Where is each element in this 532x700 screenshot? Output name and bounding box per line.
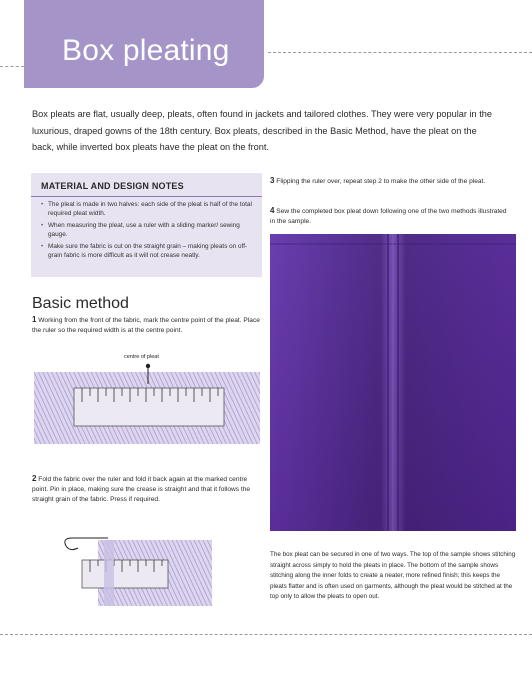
notes-item: • When measuring the pleat, use a ruler with a sliding marker/ sewing gauge. xyxy=(41,222,257,239)
top-left-dashed-rule xyxy=(0,66,24,67)
step-number: 4 xyxy=(270,206,275,215)
step-text: Flipping the ruler over, repeat step 2 to make the other side of the pleat. xyxy=(276,178,486,185)
step-number: 2 xyxy=(32,474,37,483)
notes-item: • The pleat is made in two halves: each side of the pleat is half of the total required pleat width. xyxy=(41,201,257,218)
step-text: Fold the fabric over the ruler and fold it back again at the marked centre point. Pin in place, making sure the crease is straight and that it follows the straight grain of the fabric. Press if required. xyxy=(32,476,251,503)
page-title: Box pleating xyxy=(62,34,230,67)
fold-over-ruler-sketch xyxy=(60,528,214,614)
bottom-dashed-rule xyxy=(0,634,532,635)
notes-heading: MATERIAL AND DESIGN NOTES xyxy=(41,181,184,191)
box-pleat-sample-photo xyxy=(270,234,516,531)
step-2 xyxy=(32,474,264,504)
step-number: 3 xyxy=(270,176,275,185)
sketch-label: centre of pleat xyxy=(124,354,159,360)
step-3 xyxy=(270,176,510,187)
notes-item: • Make sure the fabric is cut on the straight grain – making pleats on off-grain fabric is more difficult as it will not crease neatly. xyxy=(41,243,257,260)
step-text: Sew the completed box pleat down following one of the two methods illustrated in the sample. xyxy=(270,208,507,225)
notes-divider xyxy=(31,196,262,197)
top-dashed-rule xyxy=(268,52,532,53)
photo-caption: The box pleat can be secured in one of two ways. The top of the sample shows stitching straight across simply to hold the pleats in place. The bottom of the sample shows stitching along the inner folds to create a neater, more refined finish; this keeps the pleats flatter and is often used on garments, although the pleat would be stitched at the top only to allow the pleats to open out. xyxy=(270,551,516,601)
material-notes-box xyxy=(31,173,262,277)
step-number: 1 xyxy=(32,315,37,324)
step-1 xyxy=(32,315,264,336)
ruler-on-fabric-sketch xyxy=(32,350,262,460)
intro-paragraph: Box pleats are flat, usually deep, pleats, often found in jackets and tailored clothes. They were very popular in the luxurious, draped gowns of the 18th century. Box pleats, described in the Basic Method, have the pleat on the back, while inverted box pleats have the pleat on the front. xyxy=(32,109,492,152)
basic-method-heading: Basic method xyxy=(32,295,129,312)
notes-list xyxy=(41,201,257,265)
step-4 xyxy=(270,206,510,227)
step-text: Working from the front of the fabric, mark the centre point of the pleat. Place the ruler so the required width is at the centre point. xyxy=(32,317,260,334)
